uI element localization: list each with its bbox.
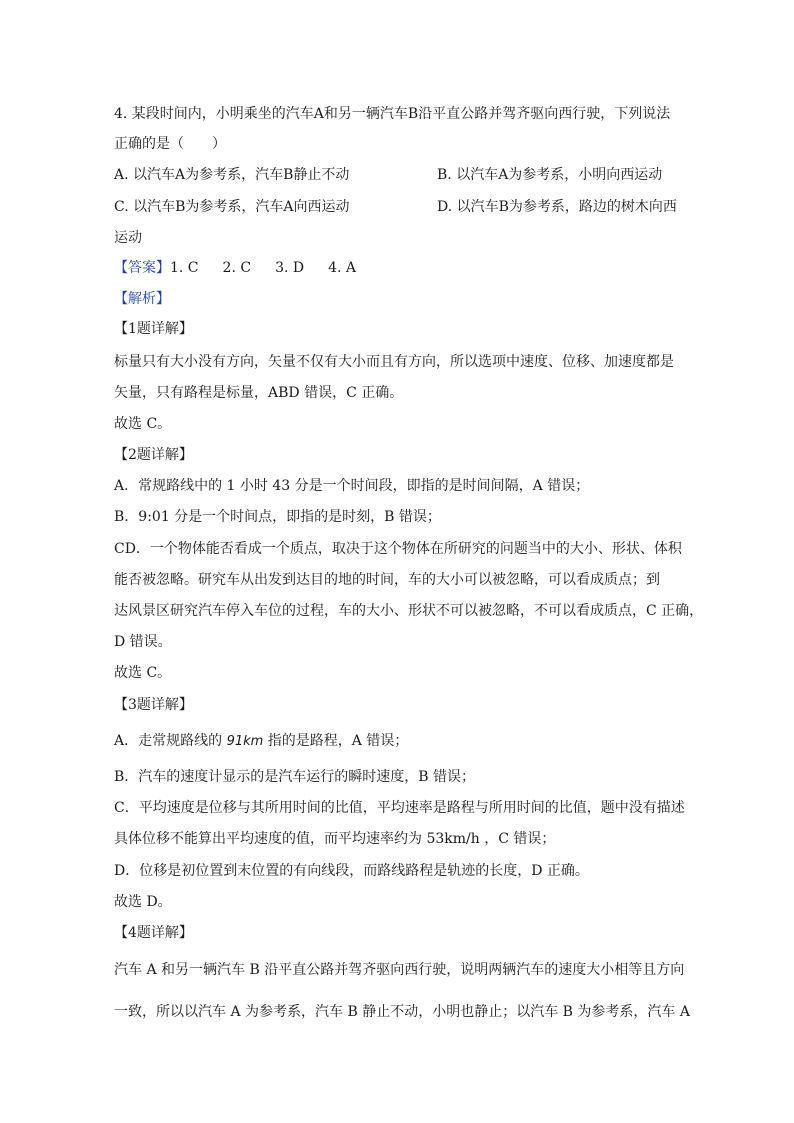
q2-line2: B．9:01 分是一个时间点，即指的是时刻，B 错误； (114, 509, 441, 525)
answer-label: 【答案】 (114, 260, 170, 276)
q1-line2: 矢量，只有路程是标量，ABD 错误，C 正确。 (114, 385, 404, 401)
q1-heading: 【1题详解】 (114, 321, 193, 337)
question4-stem-line2: 正确的是（ ） (114, 136, 226, 152)
q3-line4: 具体位移不能算出平均速度的值，而平均速率约为 53km/h ，C 错误； (114, 831, 556, 847)
q2-conclusion: 故选 C。 (114, 665, 172, 681)
q3-distance-value: 91km (226, 734, 264, 749)
q2-line1: A．常规路线中的 1 小时 43 分是一个时间段，即指的是时间间隔，A 错误； (114, 478, 590, 494)
q2-line6: D 错误。 (114, 634, 172, 650)
q2-heading: 【2题详解】 (114, 447, 193, 463)
q2-line5: 达风景区研究汽车停入车位的过程，车的大小、形状不可以被忽略，不可以看成质点，C 正确， (114, 603, 704, 619)
q3-line1 (114, 731, 408, 752)
option-d-continuation: 运动 (114, 230, 142, 246)
answer-item-4: 4. A (328, 260, 357, 276)
answer-line (114, 258, 380, 278)
analysis-label: 【解析】 (114, 291, 170, 307)
q4-line1: 汽车 A 和另一辆汽车 B 沿平直公路并驾齐驱向西行驶，说明两辆汽车的速度大小相等且方向 (114, 962, 685, 978)
q4-heading: 【4题详解】 (114, 925, 193, 941)
option-a: A. 以汽车A为参考系，汽车B静止不动 (114, 167, 350, 183)
question4-stem-line1: 4. 某段时间内，小明乘坐的汽车A和另一辆汽车B沿平直公路并驾齐驱向西行驶，下列说法 (114, 106, 671, 122)
q3-line1-prefix: A．走常规路线的 (114, 733, 227, 749)
q4-line2: 一致，所以以汽车 A 为参考系，汽车 B 静止不动，小明也静止；以汽车 B 为参考系，汽车 A (114, 1004, 690, 1020)
answer-item-1: 1. C (170, 260, 199, 276)
answer-item-2: 2. C (222, 260, 252, 276)
q3-conclusion: 故选 D。 (114, 894, 172, 910)
option-c: C. 以汽车B为参考系，汽车A向西运动 (114, 199, 350, 215)
q3-heading: 【3题详解】 (114, 697, 193, 713)
q3-line2: B．汽车的速度计显示的是汽车运行的瞬时速度，B 错误； (114, 769, 476, 785)
answer-item-3: 3. D (275, 260, 305, 276)
q2-line4: 能否被忽略。研究车从出发到达目的地的时间，车的大小可以被忽略，可以看成质点；到 (114, 572, 660, 588)
q2-line3: CD．一个物体能否看成一个质点，取决于这个物体在所研究的问题当中的大小、形状、体积 (114, 541, 682, 557)
option-b: B. 以汽车A为参考系，小明向西运动 (437, 167, 663, 183)
q1-conclusion: 故选 C。 (114, 416, 172, 432)
q3-line3: C．平均速度是位移与其所用时间的比值，平均速率是路程与所用时间的比值，题中没有描述 (114, 800, 685, 816)
q3-line1-suffix: 指的是路程，A 错误； (263, 733, 409, 749)
q1-line1: 标量只有大小没有方向，矢量不仅有大小而且有方向，所以选项中速度、位移、加速度都是 (114, 354, 674, 370)
option-d: D. 以汽车B为参考系，路边的树木向西 (437, 199, 677, 215)
q3-line5: D．位移是初位置到末位置的有向线段，而路线路程是轨迹的长度，D 正确。 (114, 863, 589, 879)
